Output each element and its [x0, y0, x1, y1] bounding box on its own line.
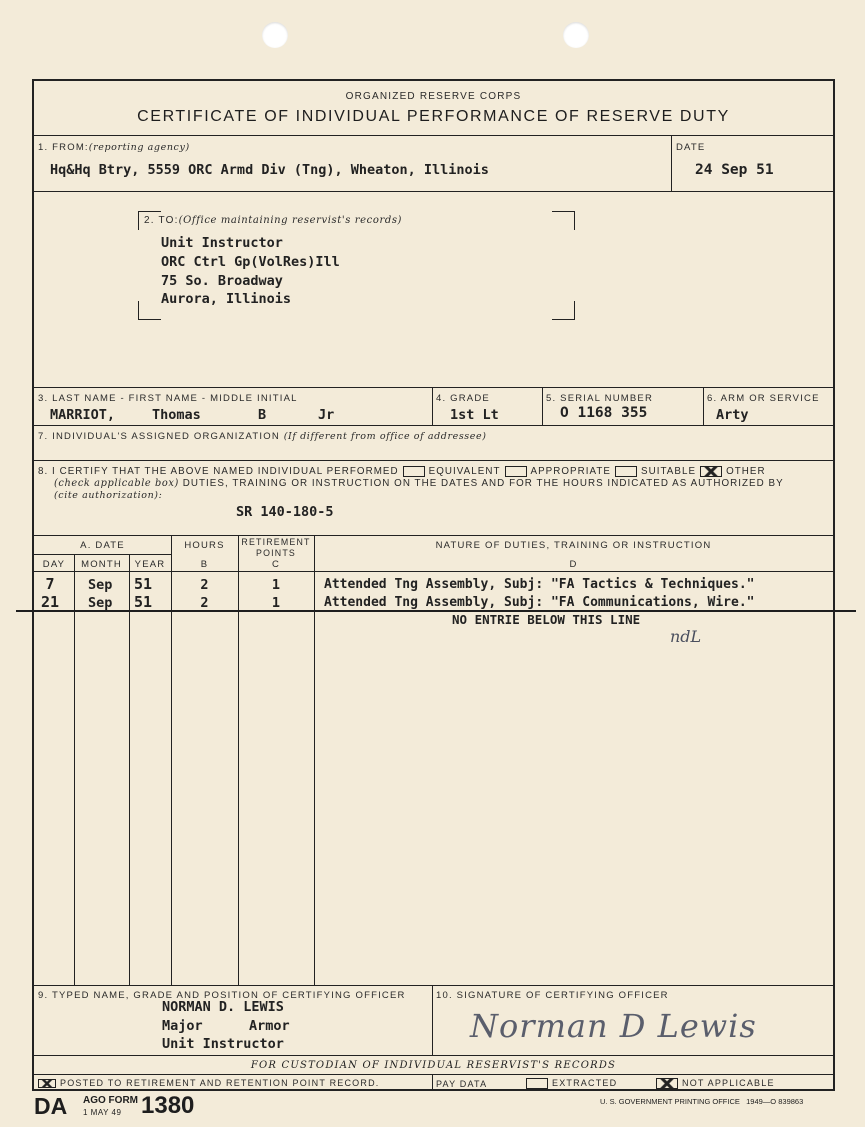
not-applicable-option: NOT APPLICABLE: [652, 1078, 775, 1089]
row-1-month: Sep: [88, 577, 113, 593]
form-da: DA: [34, 1093, 68, 1119]
form-number: 1380: [141, 1092, 195, 1119]
suitable-checkbox: [615, 466, 637, 477]
officer-name: NORMAN D. LEWIS: [162, 999, 284, 1015]
gpo-imprint: U. S. GOVERNMENT PRINTING OFFICE 1949—O 839863: [600, 1097, 804, 1106]
col-date-header: A. DATE: [80, 540, 125, 551]
organization-label: 7. INDIVIDUAL'S ASSIGNED ORGANIZATION (If different from office of addressee): [38, 431, 487, 442]
name-label: 3. LAST NAME - FIRST NAME - MIDDLE INITIAL: [38, 393, 298, 404]
to-line-2: ORC Ctrl Gp(VolRes)Ill: [161, 254, 340, 270]
signature-label: 10. SIGNATURE OF CERTIFYING OFFICER: [436, 990, 669, 1001]
grade-value: 1st Lt: [450, 407, 499, 423]
punch-hole-left: [262, 22, 288, 48]
to-line-3: 75 So. Broadway: [161, 273, 283, 289]
row-2-month: Sep: [88, 595, 113, 611]
col-points-letter: C: [271, 559, 281, 570]
arm-label: 6. ARM OR SERVICE: [707, 393, 820, 404]
pay-data-label: PAY DATA: [436, 1079, 488, 1089]
row-2-hours: 2: [200, 595, 209, 611]
name-suffix: Jr: [318, 407, 335, 423]
row-2-points: 1: [271, 595, 281, 611]
authorization-value: SR 140-180-5: [236, 504, 334, 520]
corps-heading: ORGANIZED RESERVE CORPS: [345, 91, 522, 102]
officer-signature: Norman D Lewis: [470, 1007, 757, 1045]
closing-initials: ndL: [670, 627, 702, 646]
from-value: Hq&Hq Btry, 5559 ORC Armd Div (Tng), Wheaton, Illinois: [50, 162, 489, 178]
col-points-header: RETIREMENT POINTS: [241, 537, 311, 558]
to-line-1: Unit Instructor: [161, 235, 283, 251]
col-day-header: DAY: [42, 559, 66, 570]
appropriate-checkbox: [505, 466, 527, 477]
officer-branch: Armor: [249, 1018, 290, 1034]
punch-hole-right: [563, 22, 589, 48]
serial-label: 5. SERIAL NUMBER: [546, 393, 654, 404]
form-ago: AGO FORM: [83, 1095, 138, 1106]
middle-initial: B: [258, 407, 267, 423]
certify-line-3: (cite authorization):: [54, 490, 163, 501]
date-label: DATE: [676, 142, 706, 153]
col-hours-header: HOURS: [184, 540, 225, 551]
serial-value: O 1168 355: [560, 405, 648, 421]
form-date: 1 MAY 49: [83, 1108, 122, 1117]
row-2-nature: Attended Tng Assembly, Subj: "FA Communications, Wire.": [324, 595, 755, 610]
other-checkbox-checked: [700, 466, 722, 477]
from-label: 1. FROM:(reporting agency): [38, 142, 190, 153]
col-nature-letter: D: [569, 559, 578, 570]
row-1-year: 51: [134, 575, 153, 593]
col-year-header: YEAR: [134, 559, 166, 570]
row-1-hours: 2: [200, 577, 209, 593]
to-label: 2. TO:(Office maintaining reservist's records): [144, 215, 403, 226]
reserve-duty-certificate-form: [32, 79, 835, 1091]
equivalent-checkbox: [403, 466, 425, 477]
extracted-option: EXTRACTED: [522, 1078, 617, 1089]
closing-rule: [16, 610, 856, 612]
custodian-title: FOR CUSTODIAN OF INDIVIDUAL RESERVIST'S RECORDS: [250, 1060, 617, 1071]
first-name: Thomas: [152, 407, 201, 423]
row-1-points: 1: [271, 577, 281, 593]
arm-value: Arty: [716, 407, 749, 423]
date-value: 24 Sep 51: [695, 162, 774, 178]
officer-position: Unit Instructor: [162, 1036, 284, 1052]
officer-grade: Major: [162, 1018, 203, 1034]
extracted-checkbox: [526, 1078, 548, 1089]
posted-checkbox-checked: [38, 1079, 56, 1088]
row-1-day: 7: [45, 575, 55, 593]
to-line-4: Aurora, Illinois: [161, 291, 292, 307]
posted-record: POSTED TO RETIREMENT AND RETENTION POINT RECORD.: [38, 1078, 379, 1088]
last-name: MARRIOT,: [50, 407, 116, 423]
not-applicable-checkbox-checked: [656, 1078, 678, 1089]
row-2-year: 51: [134, 593, 153, 611]
col-month-header: MONTH: [81, 559, 122, 570]
officer-label: 9. TYPED NAME, GRADE AND POSITION OF CERTIFYING OFFICER: [38, 990, 406, 1001]
col-hours-letter: B: [200, 559, 209, 570]
row-1-nature: Attended Tng Assembly, Subj: "FA Tactics & Techniques.": [324, 577, 755, 592]
row-2-day: 21: [40, 593, 60, 611]
closing-note: NO ENTRIE BELOW THIS LINE: [452, 612, 641, 627]
certify-line-1: 8. I CERTIFY THAT THE ABOVE NAMED INDIVIDUAL PERFORMED EQUIVALENT APPROPRIATE SUITABLE OTHER: [38, 466, 766, 478]
grade-label: 4. GRADE: [436, 393, 490, 404]
certify-line-2: (check applicable box) DUTIES, TRAINING OR INSTRUCTION ON THE DATES AND FOR THE HOURS INDICATED AS AUTHORIZED BY: [54, 478, 784, 489]
form-title: CERTIFICATE OF INDIVIDUAL PERFORMANCE OF RESERVE DUTY: [137, 108, 730, 125]
col-nature-header: NATURE OF DUTIES, TRAINING OR INSTRUCTION: [435, 540, 712, 551]
